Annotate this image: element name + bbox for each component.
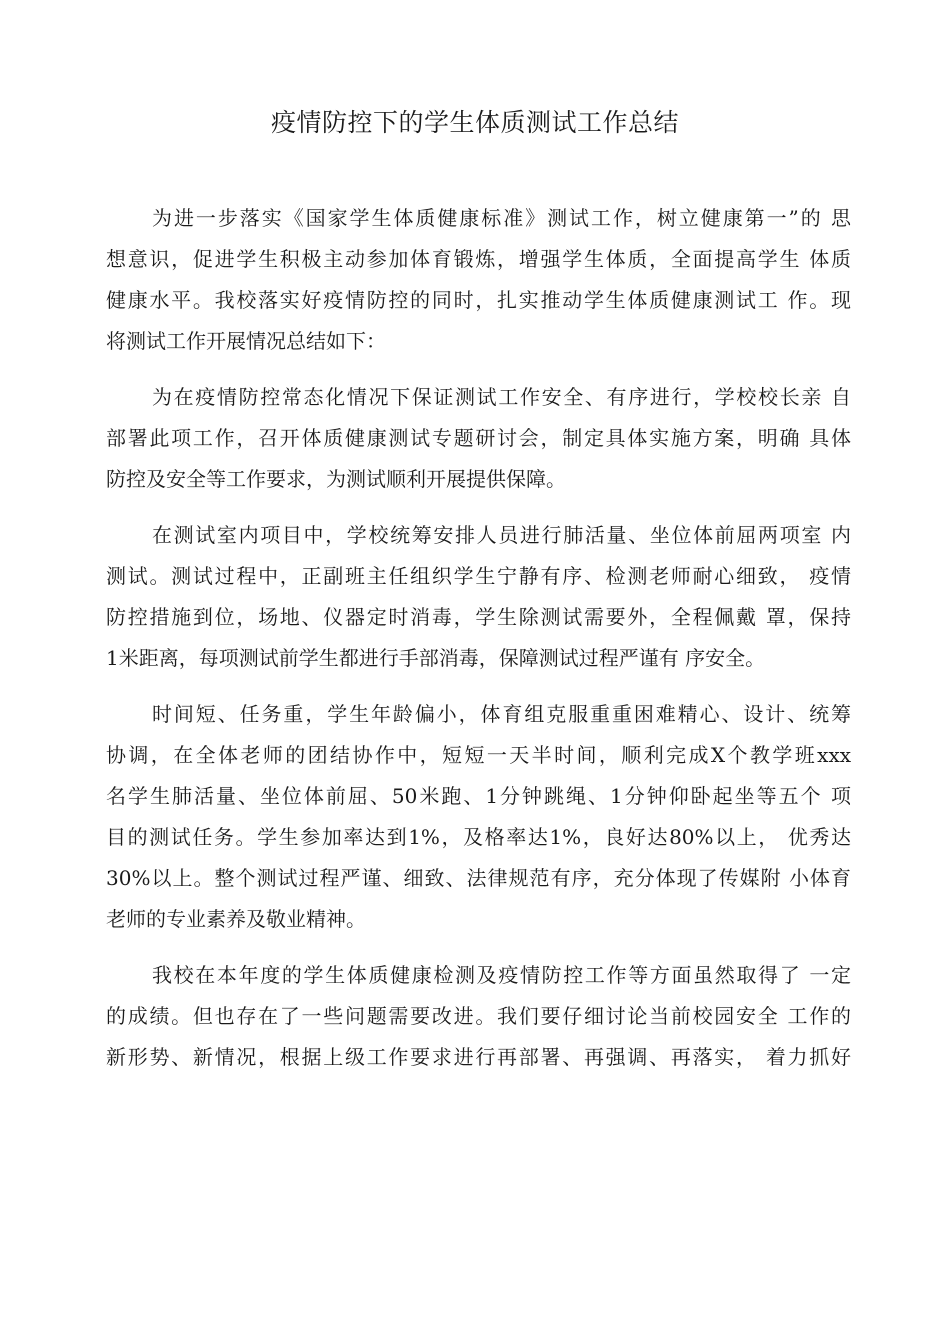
text-line: 健康水平。我校落实好疫情防控的同时，扎实推动学生体质健康测试工 作。现 <box>106 288 851 312</box>
text-line: 1米距离，每项测试前学生都进行手部消毒，保障测试过程严谨有 序安全。 <box>106 646 766 670</box>
text-line: 30%以上。整个测试过程严谨、细致、法律规范有序，充分体现了传媒附 小体育 <box>106 866 851 890</box>
text-line: 的成绩。但也存在了一些问题需要改进。我们要仔细讨论当前校园安全 工作的 <box>106 1004 851 1028</box>
document-body <box>106 198 851 1093</box>
text-line: 老师的专业素养及敬业精神。 <box>106 907 366 931</box>
paragraph-deployment <box>106 377 851 500</box>
text-line: 目的测试任务。学生参加率达到1%，及格率达1%，良好达80%以上， 优秀达 <box>106 825 851 849</box>
text-line: 防控及安全等工作要求，为测试顺利开展提供保障。 <box>106 467 566 491</box>
text-line: 名学生肺活量、坐位体前屈、50米跑、1分钟跳绳、1分钟仰卧起坐等五个 项 <box>106 784 851 808</box>
text-line: 想意识，促进学生积极主动参加体育锻炼，增强学生体质，全面提高学生 体质 <box>106 247 851 271</box>
paragraph-intro <box>106 198 851 362</box>
paragraph-improvement <box>106 955 851 1078</box>
paragraph-results <box>106 694 851 940</box>
text-line: 防控措施到位，场地、仪器定时消毒，学生除测试需要外，全程佩戴 罩，保持 <box>106 605 851 629</box>
text-line: 为在疫情防控常态化情况下保证测试工作安全、有序进行，学校校长亲 自 <box>152 385 851 409</box>
text-line: 时间短、任务重，学生年龄偏小，体育组克服重重困难精心、设计、统筹 <box>152 702 851 726</box>
document-title: 疫情防控下的学生体质测试工作总结 <box>270 108 679 137</box>
text-line: 将测试工作开展情况总结如下： <box>106 329 386 353</box>
paragraph-indoor-testing <box>106 515 851 679</box>
text-line: 新形势、新情况，根据上级工作要求进行再部署、再强调、再落实， 着力抓好 <box>106 1045 851 1069</box>
text-line: 在测试室内项目中，学校统筹安排人员进行肺活量、坐位体前屈两项室 内 <box>152 523 851 547</box>
text-line: 测试。测试过程中，正副班主任组织学生宁静有序、检测老师耐心细致， 疫情 <box>106 564 851 588</box>
text-line: 协调，在全体老师的团结协作中，短短一天半时间，顺利完成X个教学班xxx <box>106 743 851 767</box>
text-line: 部署此项工作，召开体质健康测试专题研讨会，制定具体实施方案，明确 具体 <box>106 426 851 450</box>
text-line: 为进一步落实《国家学生体质健康标准》测试工作，树立健康第一”的 思 <box>152 206 851 230</box>
text-line: 我校在本年度的学生体质健康检测及疫情防控工作等方面虽然取得了 一定 <box>152 963 851 987</box>
